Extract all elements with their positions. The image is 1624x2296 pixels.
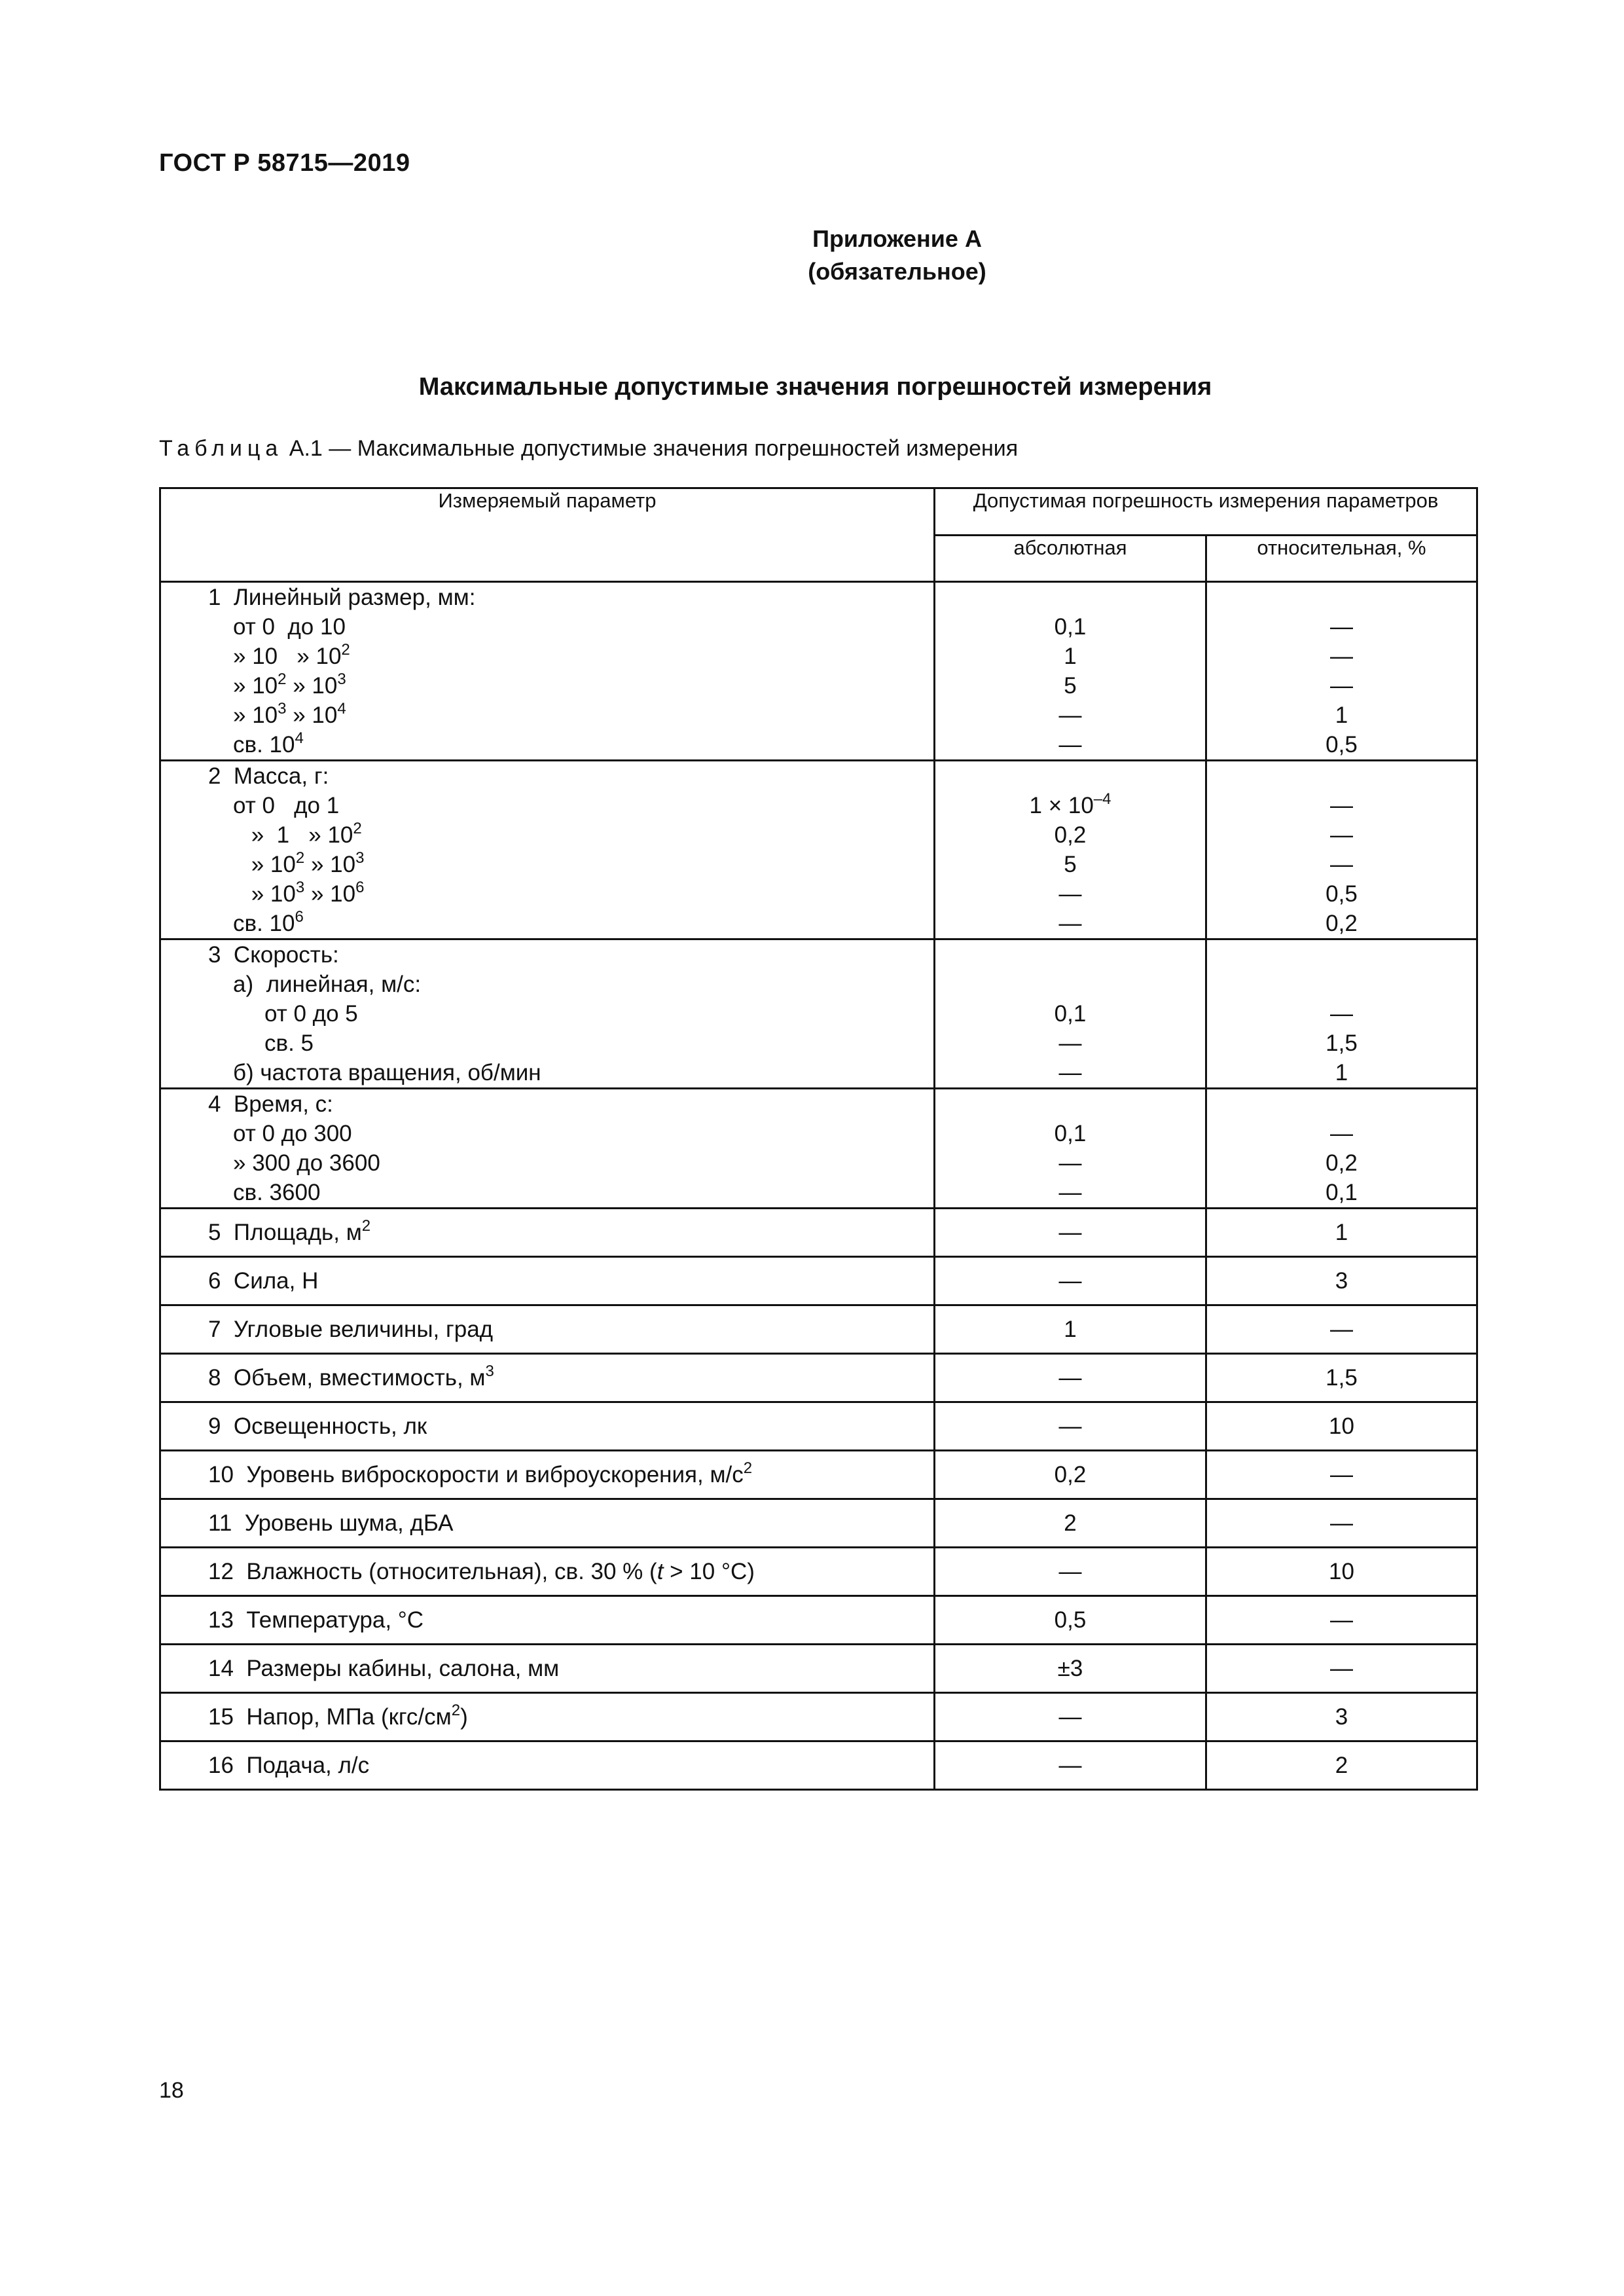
table-caption xyxy=(159,436,1018,462)
param-cell xyxy=(160,1548,935,1596)
abs-value xyxy=(935,1510,1205,1537)
rel-text: 0,1 xyxy=(1326,1180,1358,1205)
rel-value xyxy=(1207,940,1476,970)
abs-cell xyxy=(935,582,1206,761)
param-text: от 0 до 1 xyxy=(233,793,340,818)
table-row xyxy=(160,1089,1477,1209)
abs-value xyxy=(935,1317,1205,1343)
exponent: –4 xyxy=(1093,790,1111,808)
abs-text: 0,1 xyxy=(1054,1121,1087,1146)
abs-text: 0,5 xyxy=(1054,1607,1087,1633)
abs-value xyxy=(935,1148,1205,1178)
param-text: св. 3600 xyxy=(233,1180,321,1205)
abs-value xyxy=(935,761,1205,791)
rel-value xyxy=(1207,1148,1476,1178)
rel-value xyxy=(1207,850,1476,879)
page-number: 18 xyxy=(159,2078,184,2103)
rel-text: — xyxy=(1330,852,1353,877)
rel-cell xyxy=(1206,1596,1477,1645)
param-line xyxy=(161,671,933,701)
abs-cell xyxy=(935,1645,1206,1693)
param-line xyxy=(161,1753,933,1779)
param-text: 12 Влажность (относительная), св. 30 % ( xyxy=(208,1558,657,1584)
param-text: > 10 °С) xyxy=(663,1558,755,1584)
param-text: 6 Сила, Н xyxy=(208,1267,319,1294)
rel-value xyxy=(1207,1462,1476,1488)
param-cell xyxy=(160,1354,935,1402)
param-line xyxy=(161,1216,933,1246)
rel-cell xyxy=(1206,1354,1477,1402)
param-text: 8 Объем, вместимость, м xyxy=(208,1364,486,1391)
rel-text: — xyxy=(1330,644,1353,669)
abs-text: — xyxy=(1058,1219,1082,1245)
param-line xyxy=(161,1317,933,1343)
rel-text: 1 xyxy=(1335,1060,1348,1085)
abs-text: — xyxy=(1058,1267,1082,1294)
rel-value xyxy=(1207,879,1476,909)
table-row xyxy=(160,1499,1477,1548)
abs-cell xyxy=(935,1499,1206,1548)
exponent: 2 xyxy=(295,849,305,867)
param-text: от 0 до 10 xyxy=(233,614,346,640)
abs-value xyxy=(935,1607,1205,1633)
param-line xyxy=(161,583,933,612)
rel-cell xyxy=(1206,1402,1477,1451)
table-caption-prefix: Таблица xyxy=(159,436,283,461)
rel-value xyxy=(1207,1510,1476,1537)
param-line xyxy=(161,820,933,850)
rel-cell xyxy=(1206,1089,1477,1209)
exponent: 6 xyxy=(295,908,304,926)
exponent: 4 xyxy=(337,700,346,718)
exponent: 2 xyxy=(341,641,350,659)
rel-text: 2 xyxy=(1335,1752,1348,1778)
abs-text: 1 × 10 xyxy=(1029,793,1094,818)
param-line xyxy=(161,1029,933,1058)
rel-value xyxy=(1207,1753,1476,1779)
tolerance-table xyxy=(159,487,1478,1791)
appendix-block xyxy=(0,223,1624,288)
rel-text: 0,5 xyxy=(1326,732,1358,757)
abs-text: ±3 xyxy=(1057,1655,1083,1681)
param-text: от 0 до 5 xyxy=(264,1001,358,1027)
rel-cell xyxy=(1206,1209,1477,1257)
abs-value xyxy=(935,909,1205,938)
param-cell xyxy=(160,1645,935,1693)
rel-text: 1,5 xyxy=(1326,1030,1358,1056)
param-text: 3 Скорость: xyxy=(208,942,339,968)
rel-value xyxy=(1207,1607,1476,1633)
param-line xyxy=(161,701,933,730)
abs-value xyxy=(935,1089,1205,1119)
exponent: 2 xyxy=(361,1216,371,1235)
abs-cell xyxy=(935,1693,1206,1741)
param-line xyxy=(161,850,933,879)
abs-text: 0,2 xyxy=(1054,822,1087,848)
param-text: 15 Напор, МПа (кгс/см xyxy=(208,1704,452,1730)
param-text: 5 Площадь, м xyxy=(208,1219,362,1245)
abs-cell xyxy=(935,1209,1206,1257)
rel-cell xyxy=(1206,1548,1477,1596)
rel-value xyxy=(1207,1119,1476,1148)
rel-value xyxy=(1207,671,1476,701)
param-text: 13 Температура, °С xyxy=(208,1607,424,1633)
rel-text: — xyxy=(1330,1001,1353,1027)
document-code: ГОСТ Р 58715—2019 xyxy=(159,149,410,177)
abs-cell xyxy=(935,1548,1206,1596)
rel-text: 0,5 xyxy=(1326,881,1358,907)
param-line xyxy=(161,1362,933,1391)
rel-value xyxy=(1207,761,1476,791)
abs-cell xyxy=(935,1305,1206,1354)
abs-text: — xyxy=(1058,1704,1082,1730)
param-line xyxy=(161,1510,933,1537)
rel-value xyxy=(1207,1317,1476,1343)
rel-text: — xyxy=(1330,1655,1353,1681)
rel-value xyxy=(1207,1704,1476,1730)
param-text: 9 Освещенность, лк xyxy=(208,1413,427,1439)
abs-text: 0,1 xyxy=(1054,614,1087,640)
rel-text: — xyxy=(1330,1316,1353,1342)
rel-text: 1 xyxy=(1335,1219,1348,1245)
param-cell xyxy=(160,939,935,1089)
abs-text: — xyxy=(1058,1364,1082,1391)
param-text: ) xyxy=(460,1704,468,1730)
param-text: » 10 xyxy=(233,673,278,699)
appendix-title: Приложение А xyxy=(812,225,982,252)
rel-text: — xyxy=(1330,614,1353,640)
param-text: » 10 xyxy=(245,852,296,877)
abs-value xyxy=(935,1119,1205,1148)
param-line xyxy=(161,909,933,938)
rel-value xyxy=(1207,791,1476,820)
abs-text: — xyxy=(1058,881,1082,907)
param-symbol: t xyxy=(657,1558,664,1584)
rel-value xyxy=(1207,970,1476,999)
rel-text: — xyxy=(1330,1461,1353,1487)
param-text: а) линейная, м/с: xyxy=(233,972,422,997)
table-row xyxy=(160,1354,1477,1402)
param-cell xyxy=(160,761,935,939)
param-line xyxy=(161,1058,933,1087)
rel-value xyxy=(1207,909,1476,938)
param-text: » 10 xyxy=(233,702,278,728)
table-caption-number: А.1 xyxy=(289,436,323,461)
param-cell xyxy=(160,1499,935,1548)
param-text: 11 Уровень шума, дБА xyxy=(208,1510,454,1536)
param-line xyxy=(161,1148,933,1178)
rel-text: 10 xyxy=(1329,1558,1354,1584)
table-row xyxy=(160,1596,1477,1645)
exponent: 4 xyxy=(295,729,304,747)
abs-cell xyxy=(935,1089,1206,1209)
appendix-status: (обязательное) xyxy=(808,258,986,285)
rel-text: 10 xyxy=(1329,1413,1354,1439)
rel-cell xyxy=(1206,1451,1477,1499)
exponent: 2 xyxy=(743,1459,753,1477)
abs-value xyxy=(935,850,1205,879)
table-row xyxy=(160,1741,1477,1790)
rel-value xyxy=(1207,730,1476,759)
rel-value xyxy=(1207,820,1476,850)
param-line xyxy=(161,1178,933,1207)
param-line xyxy=(161,879,933,909)
rel-value xyxy=(1207,1656,1476,1682)
abs-value xyxy=(935,583,1205,612)
param-cell xyxy=(160,1741,935,1790)
abs-cell xyxy=(935,1741,1206,1790)
param-text: св. 5 xyxy=(264,1030,314,1056)
rel-value xyxy=(1207,1058,1476,1087)
param-line xyxy=(161,1413,933,1440)
rel-text: 0,2 xyxy=(1326,1150,1358,1176)
table-row xyxy=(160,761,1477,939)
abs-text: — xyxy=(1058,1150,1082,1176)
abs-value xyxy=(935,791,1205,820)
abs-cell xyxy=(935,939,1206,1089)
rel-cell xyxy=(1206,1693,1477,1741)
abs-value xyxy=(935,1220,1205,1246)
abs-cell xyxy=(935,1451,1206,1499)
exponent: 3 xyxy=(485,1362,494,1380)
param-line xyxy=(161,1701,933,1730)
rel-cell xyxy=(1206,1257,1477,1305)
param-line xyxy=(161,1559,933,1585)
abs-value xyxy=(935,1365,1205,1391)
rel-value xyxy=(1207,612,1476,642)
param-cell xyxy=(160,582,935,761)
header-abs: абсолютная xyxy=(935,535,1206,582)
abs-cell xyxy=(935,761,1206,939)
abs-value xyxy=(935,1268,1205,1294)
table-row xyxy=(160,1548,1477,1596)
exponent: 3 xyxy=(355,849,365,867)
abs-text: — xyxy=(1058,1060,1082,1085)
param-text: 2 Масса, г: xyxy=(208,763,329,789)
param-line xyxy=(161,1656,933,1682)
param-line xyxy=(161,940,933,970)
param-cell xyxy=(160,1209,935,1257)
param-cell xyxy=(160,1693,935,1741)
abs-value xyxy=(935,970,1205,999)
rel-cell xyxy=(1206,1741,1477,1790)
header-param: Измеряемый параметр xyxy=(160,488,935,582)
rel-cell xyxy=(1206,939,1477,1089)
abs-value xyxy=(935,1559,1205,1585)
abs-value xyxy=(935,1058,1205,1087)
abs-text: — xyxy=(1058,1558,1082,1584)
exponent: 6 xyxy=(355,879,365,896)
param-text: от 0 до 300 xyxy=(233,1121,352,1146)
table-row xyxy=(160,1402,1477,1451)
rel-text: 3 xyxy=(1335,1267,1348,1294)
exponent: 2 xyxy=(353,820,362,837)
rel-text: — xyxy=(1330,1510,1353,1536)
table-body xyxy=(160,582,1477,1790)
param-text: » 1 » 10 xyxy=(245,822,353,848)
param-cell xyxy=(160,1402,935,1451)
param-line xyxy=(161,1119,933,1148)
exponent: 3 xyxy=(295,879,305,896)
param-line xyxy=(161,730,933,759)
rel-value xyxy=(1207,1178,1476,1207)
param-cell xyxy=(160,1257,935,1305)
param-text: 14 Размеры кабины, салона, мм xyxy=(208,1655,560,1681)
rel-value xyxy=(1207,701,1476,730)
abs-text: — xyxy=(1058,1180,1082,1205)
header-group: Допустимая погрешность измерения параметров xyxy=(935,488,1477,536)
rel-text: — xyxy=(1330,1607,1353,1633)
param-text: » 10 xyxy=(286,702,338,728)
rel-cell xyxy=(1206,1645,1477,1693)
param-cell xyxy=(160,1305,935,1354)
param-line xyxy=(161,1268,933,1294)
param-text: св. 10 xyxy=(233,911,295,936)
table-row xyxy=(160,1257,1477,1305)
param-line xyxy=(161,761,933,791)
abs-text: — xyxy=(1058,732,1082,757)
abs-text: — xyxy=(1058,911,1082,936)
header-rel: относительная, % xyxy=(1206,535,1477,582)
abs-cell xyxy=(935,1354,1206,1402)
abs-value xyxy=(935,1413,1205,1440)
abs-value xyxy=(935,1029,1205,1058)
rel-value xyxy=(1207,1089,1476,1119)
abs-cell xyxy=(935,1257,1206,1305)
table-row xyxy=(160,1209,1477,1257)
rel-value xyxy=(1207,1413,1476,1440)
rel-text: 0,2 xyxy=(1326,911,1358,936)
abs-value xyxy=(935,1704,1205,1730)
rel-value xyxy=(1207,999,1476,1029)
param-line xyxy=(161,1089,933,1119)
abs-text: 1 xyxy=(1064,1316,1077,1342)
abs-value xyxy=(935,1753,1205,1779)
table-row xyxy=(160,1693,1477,1741)
section-heading: Максимальные допустимые значения погрешностей измерения xyxy=(418,373,1212,401)
abs-text: — xyxy=(1058,1752,1082,1778)
rel-cell xyxy=(1206,1305,1477,1354)
param-cell xyxy=(160,1089,935,1209)
param-line xyxy=(161,1607,933,1633)
param-line xyxy=(161,1459,933,1488)
abs-cell xyxy=(935,1596,1206,1645)
rel-text: — xyxy=(1330,822,1353,848)
rel-value xyxy=(1207,583,1476,612)
rel-text: 3 xyxy=(1335,1704,1348,1730)
rel-value xyxy=(1207,1559,1476,1585)
abs-value xyxy=(935,701,1205,730)
abs-value xyxy=(935,1656,1205,1682)
abs-text: 0,2 xyxy=(1054,1461,1087,1487)
param-text: » 10 » 10 xyxy=(233,644,342,669)
param-text: » 10 xyxy=(304,852,356,877)
rel-value xyxy=(1207,642,1476,671)
table-row xyxy=(160,1451,1477,1499)
table-row xyxy=(160,582,1477,761)
rel-text: — xyxy=(1330,673,1353,699)
rel-text: — xyxy=(1330,793,1353,818)
exponent: 2 xyxy=(451,1701,461,1719)
param-text: 7 Угловые величины, град xyxy=(208,1316,494,1342)
param-text: 10 Уровень виброскорости и виброускорения, м/с xyxy=(208,1461,744,1487)
rel-value xyxy=(1207,1220,1476,1246)
param-text: » 300 до 3600 xyxy=(233,1150,380,1176)
rel-value xyxy=(1207,1268,1476,1294)
param-text: » 10 xyxy=(286,673,338,699)
abs-text: 0,1 xyxy=(1054,1001,1087,1027)
rel-text: 1,5 xyxy=(1326,1364,1358,1391)
abs-cell xyxy=(935,1402,1206,1451)
rel-text: — xyxy=(1330,1121,1353,1146)
abs-value xyxy=(935,1178,1205,1207)
abs-text: — xyxy=(1058,702,1082,728)
rel-value xyxy=(1207,1365,1476,1391)
abs-text: 5 xyxy=(1064,673,1077,699)
rel-text: 1 xyxy=(1335,702,1348,728)
param-cell xyxy=(160,1596,935,1645)
param-text: 4 Время, с: xyxy=(208,1091,333,1117)
param-text: 16 Подача, л/с xyxy=(208,1752,370,1778)
rel-value xyxy=(1207,1029,1476,1058)
param-cell xyxy=(160,1451,935,1499)
table-row xyxy=(160,1645,1477,1693)
param-line xyxy=(161,612,933,642)
param-text: св. 10 xyxy=(233,732,295,757)
rel-cell xyxy=(1206,761,1477,939)
abs-value xyxy=(935,612,1205,642)
param-line xyxy=(161,642,933,671)
param-line xyxy=(161,999,933,1029)
abs-value xyxy=(935,730,1205,759)
abs-value xyxy=(935,642,1205,671)
exponent: 3 xyxy=(278,700,287,718)
abs-value xyxy=(935,1462,1205,1488)
table-row xyxy=(160,1305,1477,1354)
abs-value xyxy=(935,879,1205,909)
abs-text: 2 xyxy=(1064,1510,1077,1536)
abs-value xyxy=(935,671,1205,701)
exponent: 2 xyxy=(278,670,287,688)
abs-value xyxy=(935,940,1205,970)
rel-cell xyxy=(1206,582,1477,761)
abs-value xyxy=(935,999,1205,1029)
param-text: б) частота вращения, об/мин xyxy=(233,1060,541,1085)
param-text: 1 Линейный размер, мм: xyxy=(208,585,476,610)
param-text: » 10 xyxy=(304,881,356,907)
table-row xyxy=(160,939,1477,1089)
param-text: » 10 xyxy=(245,881,296,907)
exponent: 3 xyxy=(337,670,346,688)
abs-text: — xyxy=(1058,1413,1082,1439)
abs-text: 5 xyxy=(1064,852,1077,877)
abs-value xyxy=(935,820,1205,850)
param-line xyxy=(161,970,933,999)
table-caption-text: — Максимальные допустимые значения погрешностей измерения xyxy=(329,436,1019,461)
param-line xyxy=(161,791,933,820)
abs-text: — xyxy=(1058,1030,1082,1056)
abs-text: 1 xyxy=(1064,644,1077,669)
rel-cell xyxy=(1206,1499,1477,1548)
